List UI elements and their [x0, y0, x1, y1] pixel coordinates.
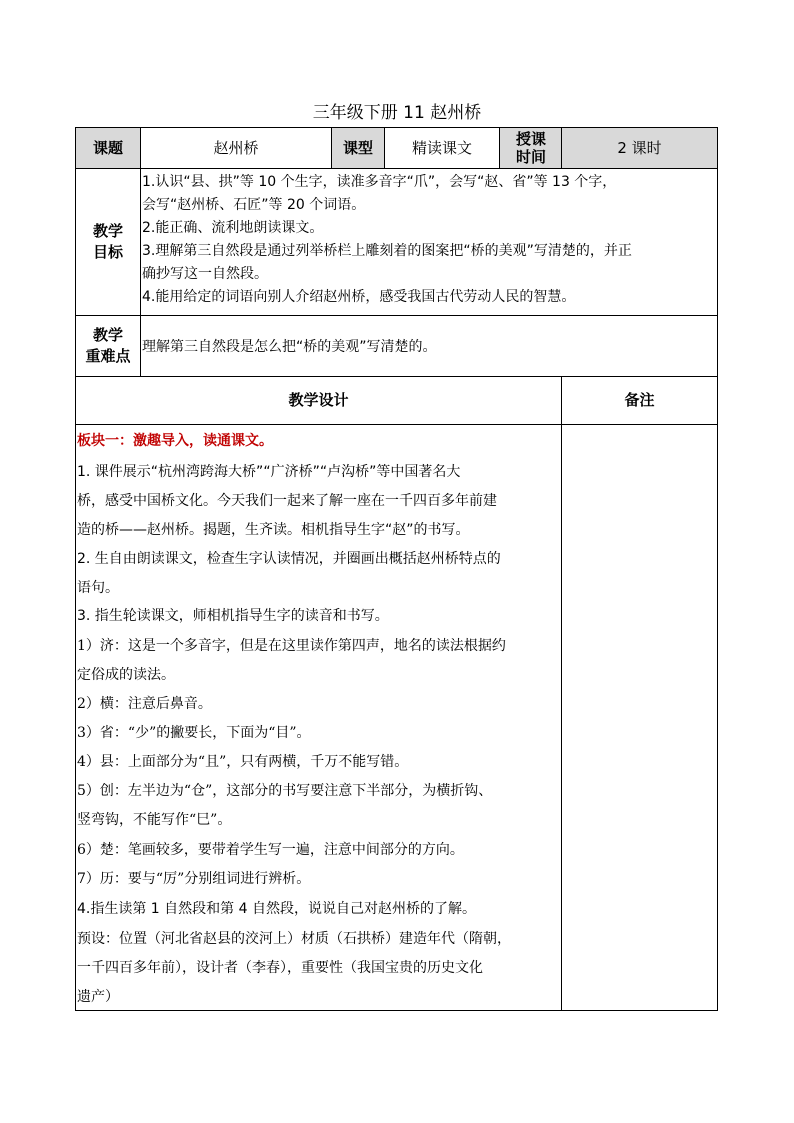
table-divider-1 [75, 168, 718, 169]
topic-label: 课题 [92, 138, 123, 157]
hours-label [500, 128, 562, 168]
objective-line: 会写“赵州桥、石匠”等 20 个词语。 [142, 197, 366, 213]
design-line: 1. 课件展示“杭州湾跨海大桥”“广济桥”“卢沟桥”等中国著名大 [77, 464, 461, 480]
objective-line: 2.能正确、流利地朗读课文。 [142, 220, 324, 236]
type-label: 课型 [342, 138, 373, 157]
objective-line: 确抄写这一自然段。 [142, 266, 268, 282]
design-line: 4）县：上面部分为“且”，只有两横，千万不能写错。 [77, 754, 409, 770]
design-line: 3）省：“少”的撇要长，下面为“目”。 [77, 725, 311, 741]
design-line: 竖弯钩，不能写作“巳”。 [77, 812, 232, 828]
objectives-text [142, 171, 716, 309]
design-line: 2. 生自由朗读课文，检查生字认读情况，并圈画出概括赵州桥特点的 [77, 551, 501, 567]
design-line: 预设：位置（河北省赵县的洨河上）材质（石拱桥）建造年代（隋朝， [77, 931, 511, 947]
objectives-label-line-2: 目标 [92, 243, 123, 261]
hours-value: 2 课时 [617, 138, 662, 157]
table-border-bottom [75, 1010, 718, 1011]
difficulty-label [76, 316, 140, 376]
table-divider-4 [75, 424, 718, 425]
design-line: 语句。 [77, 580, 119, 596]
design-line: 1）济：这是一个多音字，但是在这里读作第四声，地名的读法根据约 [77, 638, 506, 654]
objectives-label-line-1: 教学 [92, 222, 123, 240]
design-line: 3. 指生轮读课文，师相机指导生字的读音和书写。 [77, 608, 389, 624]
objective-line: 1.认识“县、拱”等 10 个生字，读准多音字“爪”，会写“赵、省”等 13 个字， [142, 174, 617, 190]
design-line: 一千四百多年前），设计者（李春），重要性（我国宝贵的历史文化 [77, 960, 483, 976]
design-line: 造的桥——赵州桥。揭题，生齐读。相机指导生字“赵”的书写。 [77, 522, 470, 538]
design-line: 4.指生读第 1 自然段和第 4 自然段，说说自己对赵州桥的了解。 [77, 901, 476, 917]
objectives-label [76, 169, 140, 315]
design-line: 桥，感受中国桥文化。今天我们一起来了解一座在一千四百多年前建 [77, 493, 497, 509]
difficulty-label-line-1: 教学 [92, 326, 123, 344]
design-line: 6）楚：笔画较多，要带着学生写一遍，注意中间部分的方向。 [77, 842, 464, 858]
page-title: 三年级下册 11 赵州桥 [312, 103, 482, 123]
design-line: 7）历：要与“厉”分别组词进行辨析。 [77, 871, 311, 887]
hours-label-line-1: 授课 [515, 130, 546, 148]
design-line: 定俗成的读法。 [77, 667, 175, 683]
design-line: 2）横：注意后鼻音。 [77, 696, 212, 712]
difficulty-label-line-2: 重难点 [85, 347, 131, 365]
objective-line: 3.理解第三自然段是通过列举桥栏上雕刻着的图案把“桥的美观”写清楚的，并正 [142, 243, 632, 259]
topic-value: 赵州桥 [213, 138, 259, 157]
section-title: 板块一：激趣导入，读通课文。 [77, 433, 273, 449]
table-divider-2 [75, 315, 718, 316]
table-col-notes [561, 376, 562, 1011]
table-border-right [717, 127, 718, 1011]
design-line: 遗产） [77, 989, 119, 1005]
objective-line: 4.能用给定的词语向别人介绍赵州桥，感受我国古代劳动人民的智慧。 [142, 289, 576, 305]
design-line: 5）创：左半边为“仓”，这部分的书写要注意下半部分，为横折钩、 [77, 783, 493, 799]
notes-header: 备注 [624, 391, 655, 409]
hours-label-line-2: 时间 [515, 148, 546, 166]
design-header: 教学设计 [288, 391, 349, 409]
type-value: 精读课文 [411, 138, 472, 157]
difficulty-text: 理解第三自然段是怎么把“桥的美观”写清楚的。 [142, 339, 437, 355]
